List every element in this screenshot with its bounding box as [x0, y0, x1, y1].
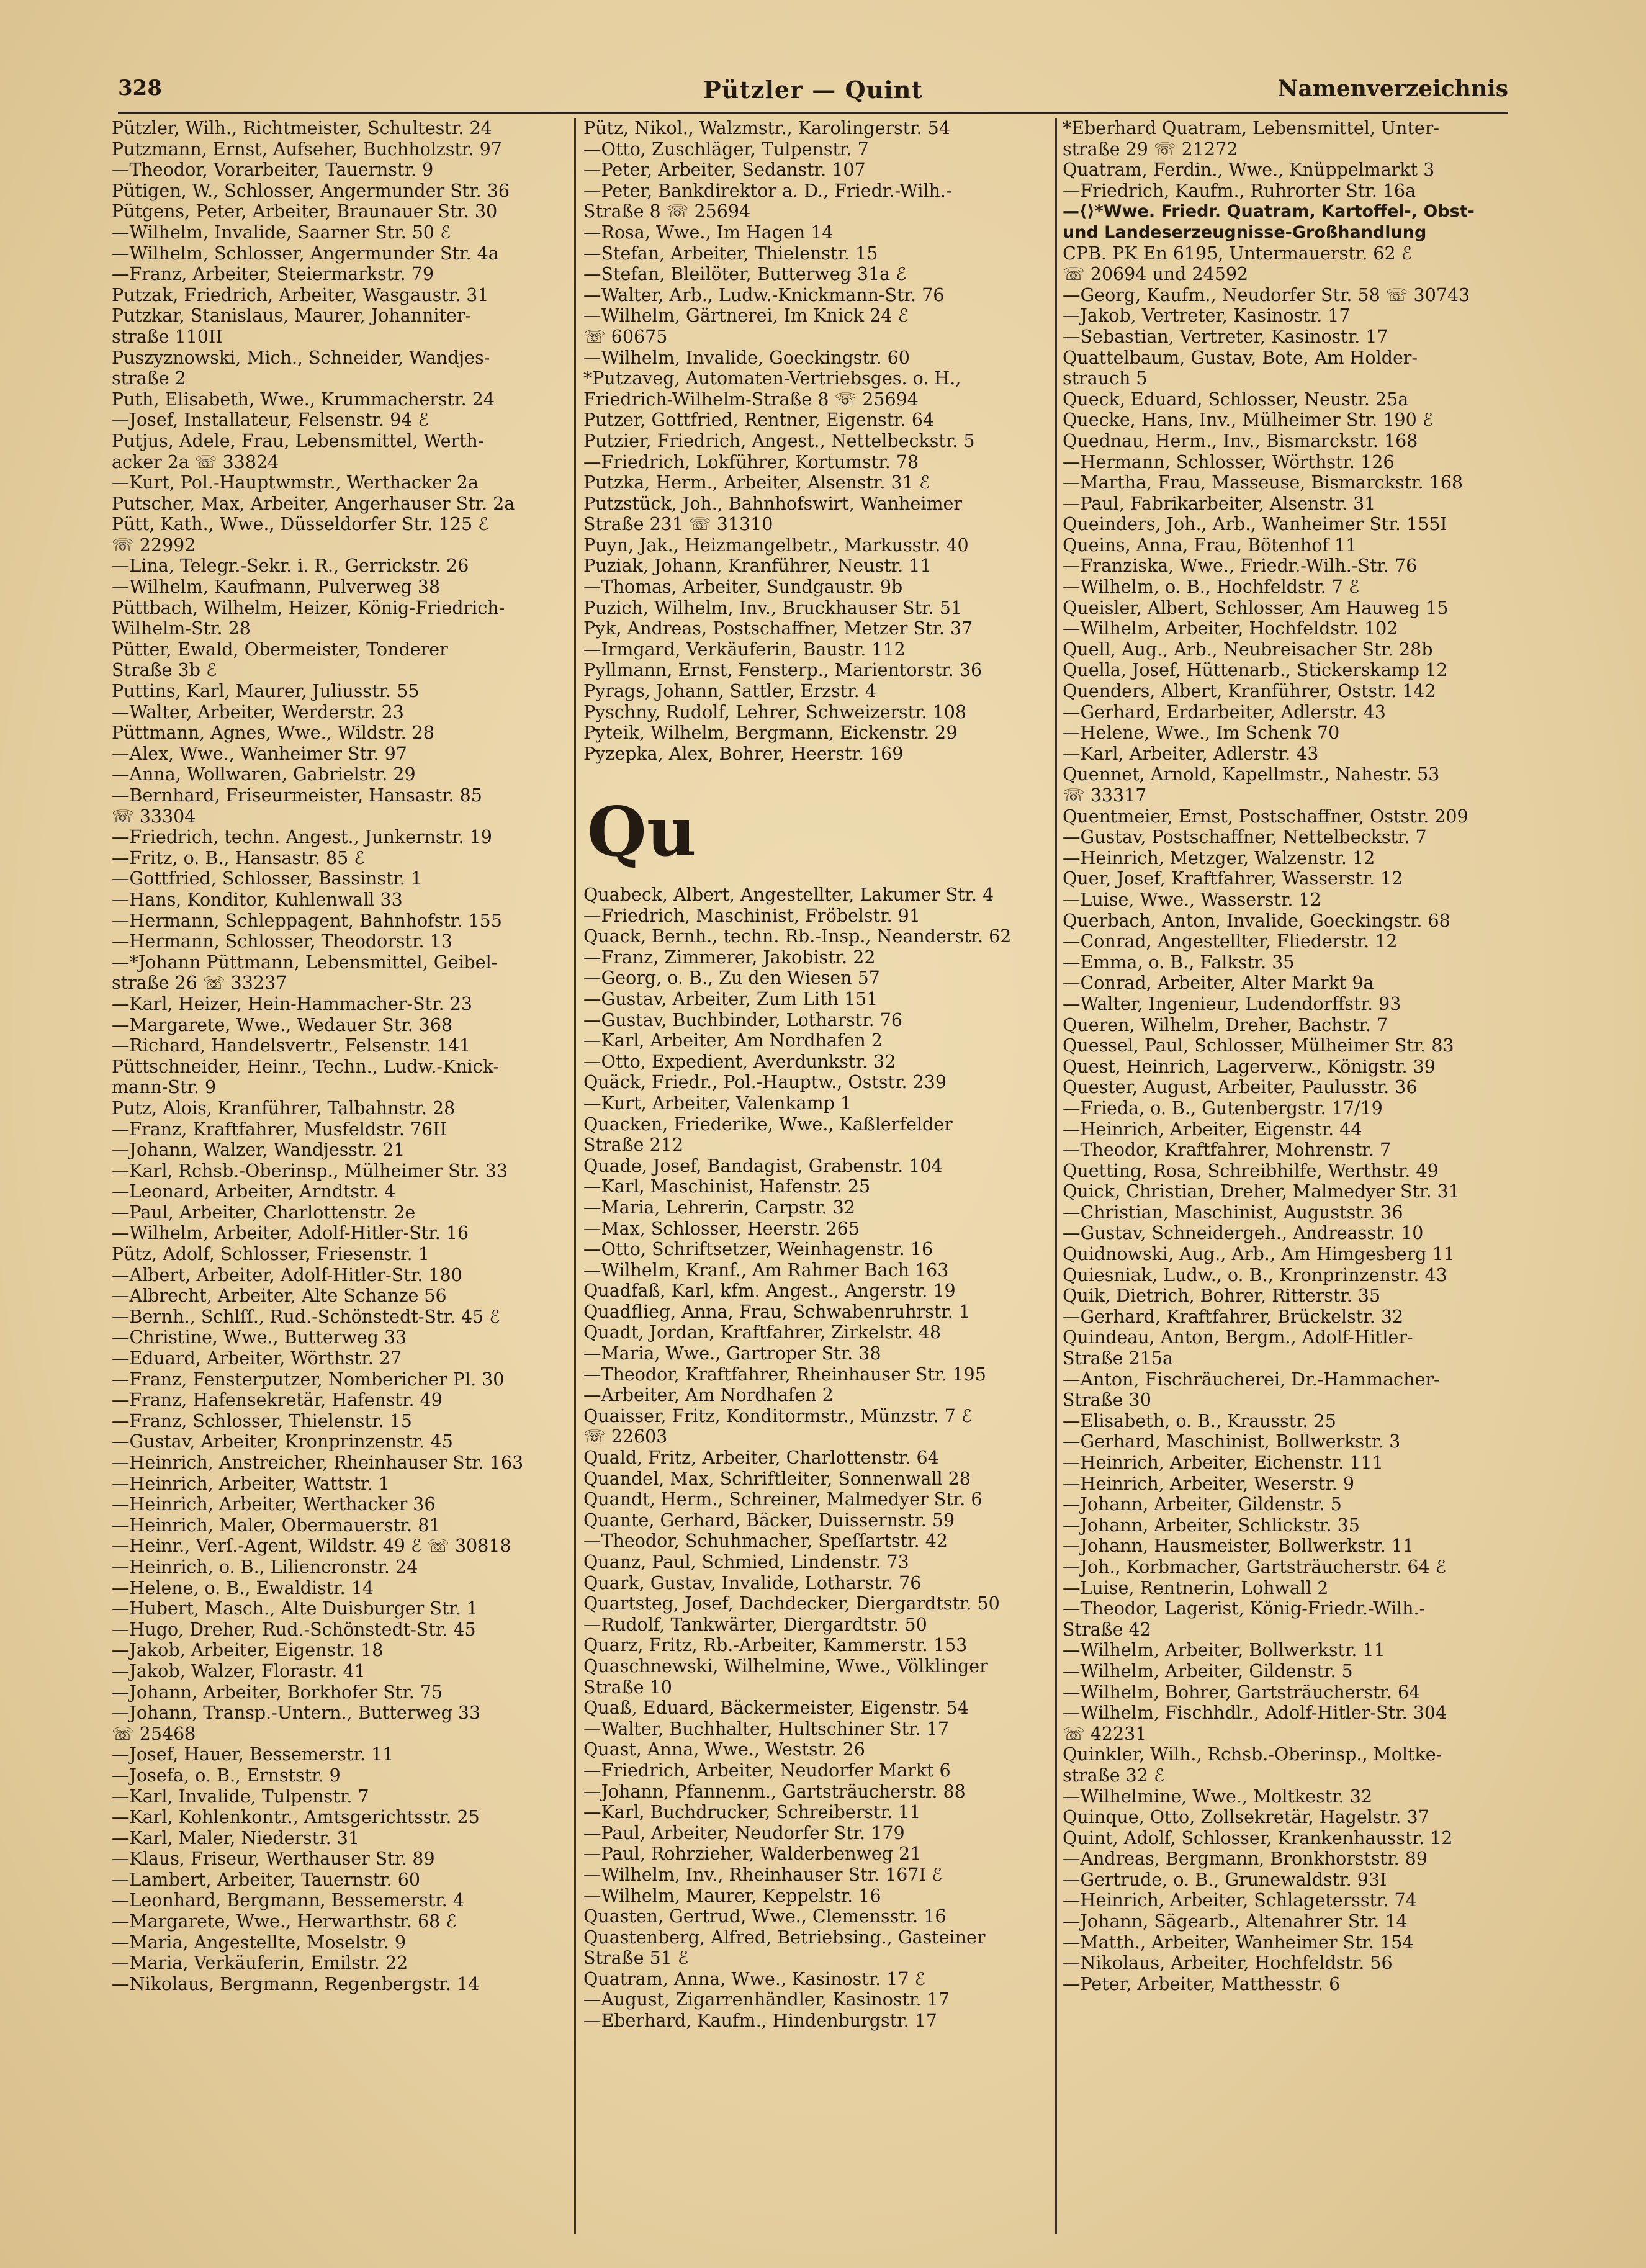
directory-entry: —Helene, o. B., Ewaldistr. 14 — [112, 1577, 374, 1598]
directory-entry: —Friedrich, Kaufm., Ruhrorter Str. 16a — [1063, 180, 1416, 201]
directory-entry: —Margarete, Wwe., Wedauer Str. 368 — [112, 1014, 453, 1035]
directory-entry: —Peter, Bankdirektor a. D., Friedr.-Wilh.- — [583, 180, 952, 201]
directory-entry: Quark, Gustav, Invalide, Lotharstr. 76 — [583, 1572, 922, 1593]
directory-entry: —Wilhelm, Maurer, Keppelstr. 16 — [583, 1885, 881, 1906]
directory-entry: —Luise, Wwe., Wasserstr. 12 — [1063, 889, 1321, 910]
directory-entry: —Maria, Angestellte, Moselstr. 9 — [112, 1932, 406, 1953]
directory-entry: —Gertrude, o. B., Grunewaldstr. 93I — [1063, 1869, 1387, 1890]
directory-entry: —Wilhelm, Kranf., Am Rahmer Bach 163 — [583, 1259, 949, 1280]
directory-entry: Straße 3b ℰ — [112, 660, 217, 681]
directory-entry: Puth, Elisabeth, Wwe., Krummacherstr. 24 — [112, 389, 495, 410]
directory-entry: Quest, Heinrich, Lagerverw., Königstr. 39 — [1063, 1056, 1436, 1077]
directory-entry: —Johann, Arbeiter, Borkhofer Str. 75 — [112, 1681, 443, 1703]
directory-entry: —Christian, Maschinist, Auguststr. 36 — [1063, 1202, 1403, 1223]
directory-entry: —Nikolaus, Bergmann, Regenbergstr. 14 — [112, 1973, 480, 1994]
directory-entry: Quattelbaum, Gustav, Bote, Am Holder- — [1063, 347, 1418, 368]
directory-entry: —Helene, Wwe., Im Schenk 70 — [1063, 722, 1340, 744]
directory-entry: Quatram, Anna, Wwe., Kasinostr. 17 ℰ — [583, 1968, 925, 1989]
directory-entry: —Friedrich, Lokführer, Kortumstr. 78 — [583, 451, 919, 472]
directory-entry: —Paul, Arbeiter, Neudorfer Str. 179 — [583, 1822, 905, 1843]
directory-entry: —Peter, Arbeiter, Sedanstr. 107 — [583, 160, 866, 181]
directory-entry: acker 2a ☏ 33824 — [112, 451, 279, 472]
directory-entry: —Wilhelm, Invalide, Saarner Str. 50 ℰ — [112, 222, 451, 243]
directory-entry: Quester, August, Arbeiter, Paulusstr. 36 — [1063, 1077, 1418, 1098]
directory-entry: —Matth., Arbeiter, Wanheimer Str. 154 — [1063, 1932, 1414, 1953]
directory-entry: Wilhelm-Str. 28 — [112, 618, 251, 639]
directory-entry: —Heinrich, Arbeiter, Eigenstr. 44 — [1063, 1118, 1362, 1140]
directory-entry: —Gustav, Arbeiter, Zum Lith 151 — [583, 988, 878, 1009]
directory-entry: Pyk, Andreas, Postschaffner, Metzer Str. 37 — [583, 618, 973, 639]
directory-entry: —Heinrich, Arbeiter, Eichenstr. 111 — [1063, 1452, 1383, 1473]
directory-entry: Straße 212 — [583, 1135, 683, 1156]
directory-entry: —Hermann, Schlosser, Theodorstr. 13 — [112, 931, 452, 952]
directory-entry: —Friedrich, Arbeiter, Neudorfer Markt 6 — [583, 1760, 951, 1781]
directory-entry: —Paul, Rohrzieher, Walderbenweg 21 — [583, 1843, 922, 1865]
directory-entry: Puyn, Jak., Heizmangelbetr., Markusstr. 40 — [583, 534, 969, 556]
directory-entry: Quell, Aug., Arb., Neubreisacher Str. 28b — [1063, 639, 1433, 660]
directory-entry: Püttmann, Agnes, Wwe., Wildstr. 28 — [112, 722, 435, 744]
directory-entry: —Otto, Zuschläger, Tulpenstr. 7 — [583, 138, 869, 160]
directory-entry: Putz, Alois, Kranführer, Talbahnstr. 28 — [112, 1097, 456, 1118]
directory-entry: Quenders, Albert, Kranführer, Oststr. 142 — [1063, 681, 1436, 702]
directory-entry: straße 32 ℰ — [1063, 1765, 1165, 1786]
directory-entry: —Stefan, Arbeiter, Thielenstr. 15 — [583, 243, 878, 264]
directory-entry: —Arbeiter, Am Nordhafen 2 — [583, 1385, 834, 1406]
directory-entry: Puttins, Karl, Maurer, Juliusstr. 55 — [112, 681, 420, 702]
directory-entry: Querbach, Anton, Invalide, Goeckingstr. 68 — [1063, 910, 1450, 931]
directory-entry: Quarz, Fritz, Rb.-Arbeiter, Kammerstr. 153 — [583, 1635, 968, 1656]
directory-entry: Queck, Eduard, Schlosser, Neustr. 25a — [1063, 389, 1409, 410]
directory-entry: Puzich, Wilhelm, Inv., Bruckhauser Str. 51 — [583, 597, 962, 618]
directory-entry: —Wilhelm, o. B., Hochfeldstr. 7 ℰ — [1063, 577, 1360, 598]
directory-entry: Quer, Josef, Kraftfahrer, Wasserstr. 12 — [1063, 868, 1403, 889]
directory-entry: —Karl, Kohlenkontr., Amtsgerichtsstr. 25 — [112, 1807, 480, 1828]
spacer — [583, 764, 1055, 785]
directory-entry: —Andreas, Bergmann, Bronkhorststr. 89 — [1063, 1848, 1428, 1870]
column-divider — [1055, 118, 1057, 2234]
directory-entry: Quack, Bernh., techn. Rb.-Insp., Neanderstr. 62 — [583, 926, 1012, 947]
directory-entry: —Heinr., Verſ.-Agent, Wildstr. 49 ℰ ☏ 30818 — [112, 1536, 511, 1557]
directory-entry: Quinkler, Wilh., Rchsb.-Oberinsp., Moltke- — [1063, 1744, 1442, 1765]
directory-entry: —Wilhelm, Schlosser, Angermunder Str. 4a — [112, 243, 499, 264]
directory-entry: —Franz, Fensterputzer, Nombericher Pl. 30 — [112, 1369, 505, 1390]
directory-entry: —Maria, Verkäuferin, Emilstr. 22 — [112, 1953, 408, 1974]
directory-entry: —Elisabeth, o. B., Krausstr. 25 — [1063, 1410, 1336, 1431]
directory-entry: Quennet, Arnold, Kapellmstr., Nahestr. 53 — [1063, 764, 1440, 785]
directory-entry: Quick, Christian, Dreher, Malmedyer Str. 31 — [1063, 1181, 1460, 1202]
directory-entry: —Rosa, Wwe., Im Hagen 14 — [583, 222, 834, 243]
directory-entry: —Josefa, o. B., Ernststr. 9 — [112, 1765, 341, 1786]
directory-entry: *Putzaveg, Automaten-Vertriebsges. o. H., — [583, 368, 961, 389]
directory-entry: —Karl, Heizer, Hein-Hammacher-Str. 23 — [112, 993, 472, 1014]
directory-entry: Straße 10 — [583, 1676, 672, 1698]
directory-entry: Quednau, Herm., Inv., Bismarckstr. 168 — [1063, 430, 1418, 451]
directory-entry: —Wilhelm, Gärtnerei, Im Knick 24 ℰ — [583, 305, 909, 326]
directory-entry: —Max, Schlosser, Heerstr. 265 — [583, 1218, 860, 1239]
directory-entry: —Theodor, Kraftfahrer, Mohrenstr. 7 — [1063, 1140, 1392, 1161]
directory-entry: Straße 231 ☏ 31310 — [583, 514, 773, 535]
directory-entry: Pyteik, Wilhelm, Bergmann, Eickenstr. 29 — [583, 722, 958, 744]
directory-entry: ☏ 22992 — [112, 534, 196, 556]
directory-entry: —Josef, Hauer, Bessemerstr. 11 — [112, 1744, 394, 1765]
directory-entry: —Theodor, Schuhmacher, Speſſartstr. 42 — [583, 1531, 948, 1552]
directory-entry: —Johann, Walzer, Wandjesstr. 21 — [112, 1140, 405, 1161]
directory-entry: Pütter, Ewald, Obermeister, Tonderer — [112, 639, 448, 660]
directory-entry: —Heinrich, Maler, Obermauerstr. 81 — [112, 1514, 441, 1536]
directory-entry: —Heinrich, Metzger, Walzenstr. 12 — [1063, 847, 1375, 868]
directory-entry: Queisler, Albert, Schlosser, Am Hauweg 15 — [1063, 597, 1449, 618]
directory-entry: Putzkar, Stanislaus, Maurer, Johanniter- — [112, 305, 472, 326]
directory-entry: Pütt, Kath., Wwe., Düsseldorfer Str. 125 ℰ — [112, 514, 489, 535]
directory-entry: Quessel, Paul, Schlosser, Mülheimer Str. 83 — [1063, 1035, 1454, 1056]
directory-entry: Quadfaß, Karl, kfm. Angest., Angerstr. 19 — [583, 1280, 956, 1302]
directory-entry: —Stefan, Bleilöter, Butterweg 31a ℰ — [583, 264, 907, 285]
directory-entry: —Karl, Arbeiter, Adlerstr. 43 — [1063, 743, 1319, 764]
directory-entry: Pütz, Nikol., Walzmstr., Karolingerstr. 54 — [583, 118, 950, 138]
directory-entry: —Wilhelm, Inv., Rheinhauser Str. 167I ℰ — [583, 1864, 943, 1885]
directory-entry: —Gustav, Schneidergeh., Andreasstr. 10 — [1063, 1223, 1424, 1244]
directory-entry: mann-Str. 9 — [112, 1077, 217, 1098]
directory-entry: —Johann, Transp.-Untern., Butterweg 33 — [112, 1703, 481, 1724]
directory-entry: Pütgens, Peter, Arbeiter, Braunauer Str. 30 — [112, 201, 498, 222]
directory-entry: —Kurt, Arbeiter, Valenkamp 1 — [583, 1092, 852, 1114]
directory-entry: Straße 8 ☏ 25694 — [583, 201, 751, 222]
directory-entry: Quäck, Friedr., Pol.-Hauptw., Oststr. 239 — [583, 1072, 947, 1093]
directory-entry: —Joh., Korbmacher, Gartsträucherstr. 64 ℰ — [1063, 1556, 1446, 1577]
directory-entry: —Heinrich, Arbeiter, Werthacker 36 — [112, 1494, 436, 1515]
directory-entry: Pyschny, Rudolf, Lehrer, Schweizerstr. 108 — [583, 701, 967, 722]
directory-entry: Straße 51 ℰ — [583, 1948, 689, 1969]
directory-entry: —Theodor, Lagerist, König-Friedr.-Wilh.- — [1063, 1598, 1426, 1619]
directory-entry: —Wilhelm, Kaufmann, Pulverweg 38 — [112, 577, 441, 598]
directory-entry: Quartsteg, Josef, Dachdecker, Diergardtstr. 50 — [583, 1593, 1000, 1614]
directory-entry: —Johann, Hausmeister, Bollwerkstr. 11 — [1063, 1536, 1414, 1557]
directory-entry: Quint, Adolf, Schlosser, Krankenhausstr. 12 — [1063, 1827, 1453, 1848]
directory-entry: straße 26 ☏ 33237 — [112, 973, 287, 994]
directory-entry: —Alex, Wwe., Wanheimer Str. 97 — [112, 743, 407, 764]
directory-entry: Quaisser, Fritz, Konditormstr., Münzstr. 7 ℰ — [583, 1405, 973, 1426]
directory-entry: —Johann, Arbeiter, Gildenstr. 5 — [1063, 1494, 1342, 1515]
directory-entry: strauch 5 — [1063, 368, 1148, 389]
directory-entry: —Wilhelm, Fischhdlr., Adolf-Hitler-Str. 304 — [1063, 1703, 1447, 1724]
directory-entry: Pütz, Adolf, Schlosser, Friesenstr. 1 — [112, 1244, 429, 1265]
directory-entry: Quanz, Paul, Schmied, Lindenstr. 73 — [583, 1552, 909, 1572]
directory-entry: Quella, Josef, Hüttenarb., Stickerskamp 12 — [1063, 660, 1448, 681]
directory-entry: —Karl, Maschinist, Hafenstr. 25 — [583, 1176, 871, 1197]
directory-entry: CPB. PK En 6195, Untermauerstr. 62 ℰ — [1063, 243, 1412, 264]
directory-entry: Putzstück, Joh., Bahnhofswirt, Wanheimer — [583, 493, 962, 514]
directory-entry: —Sebastian, Vertreter, Kasinostr. 17 — [1063, 326, 1388, 347]
directory-entry: —Conrad, Angestellter, Fliederstr. 12 — [1063, 931, 1398, 952]
directory-entry: Püttbach, Wilhelm, Heizer, König-Friedrich- — [112, 597, 505, 618]
directory-entry: —Maria, Wwe., Gartroper Str. 38 — [583, 1343, 881, 1364]
directory-entry: —Lina, Telegr.-Sekr. i. R., Gerrickstr. 26 — [112, 556, 469, 577]
directory-entry: Quade, Josef, Bandagist, Grabenstr. 104 — [583, 1155, 943, 1176]
directory-entry: —Wilhelm, Invalide, Goeckingstr. 60 — [583, 347, 910, 368]
directory-entry: —Eduard, Arbeiter, Wörthstr. 27 — [112, 1348, 402, 1369]
directory-entry: —Heinrich, o. B., Liliencronstr. 24 — [112, 1556, 418, 1577]
directory-entry: Queinders, Joh., Arb., Wanheimer Str. 155I — [1063, 514, 1447, 535]
directory-entry: —Heinrich, Arbeiter, Schlagetersstr. 74 — [1063, 1890, 1417, 1911]
directory-entry: Quandel, Max, Schriftleiter, Sonnenwall 28 — [583, 1468, 971, 1489]
directory-entry: Pütigen, W., Schlosser, Angermunder Str. 36 — [112, 180, 510, 201]
directory-entry: —Gerhard, Erdarbeiter, Adlerstr. 43 — [1063, 701, 1386, 722]
directory-entry: —Gustav, Arbeiter, Kronprinzenstr. 45 — [112, 1431, 453, 1452]
directory-entry: —Johann, Pfannenm., Gartsträucherstr. 88 — [583, 1781, 966, 1802]
directory-entry: —Otto, Expedient, Averdunkstr. 32 — [583, 1051, 896, 1072]
directory-entry: straße 29 ☏ 21272 — [1063, 138, 1238, 160]
directory-entry: —Franz, Kraftfahrer, Musfeldstr. 76II — [112, 1118, 447, 1140]
directory-entry: —Jakob, Vertreter, Kasinostr. 17 — [1063, 305, 1351, 326]
directory-entry: Straße 42 — [1063, 1619, 1151, 1640]
directory-entry: straße 2 — [112, 368, 186, 389]
directory-entry: —Paul, Fabrikarbeiter, Alsenstr. 31 — [1063, 493, 1376, 514]
section-title: Namenverzeichnis — [1277, 76, 1508, 102]
directory-entry: —Maria, Lehrerin, Carpstr. 32 — [583, 1197, 855, 1218]
directory-entry: —Wilhelmine, Wwe., Moltkestr. 32 — [1063, 1786, 1373, 1807]
directory-entry: —Bernh., Schlſſ., Rud.-Schönstedt-Str. 45 ℰ — [112, 1306, 500, 1327]
directory-entry: Quastenberg, Alfred, Betriebsing., Gasteiner — [583, 1927, 986, 1948]
directory-entry: Putjus, Adele, Frau, Lebensmittel, Werth- — [112, 430, 484, 451]
directory-entry: ☏ 25468 — [112, 1723, 196, 1744]
directory-entry: ☏ 33317 — [1063, 785, 1147, 806]
directory-entry: Quandt, Herm., Schreiner, Malmedyer Str. 6 — [583, 1489, 983, 1510]
directory-entry: —Anton, Fischräucherei, Dr.-Hammacher- — [1063, 1369, 1440, 1390]
directory-entry: Quecke, Hans, Inv., Mülheimer Str. 190 ℰ — [1063, 410, 1434, 431]
directory-entry: —Karl, Maler, Niederstr. 31 — [112, 1827, 360, 1848]
directory-entry: —Walter, Buchhalter, Hultschiner Str. 17 — [583, 1718, 949, 1739]
directory-entry: —Karl, Invalide, Tulpenstr. 7 — [112, 1786, 369, 1807]
directory-entry: —Hermann, Schlosser, Wörthstr. 126 — [1063, 451, 1395, 472]
directory-entry: —Christine, Wwe., Butterweg 33 — [112, 1327, 407, 1348]
directory-entry: —Gerhard, Maschinist, Bollwerkstr. 3 — [1063, 1431, 1401, 1452]
directory-entry: —August, Zigarrenhändler, Kasinostr. 17 — [583, 1989, 950, 2010]
directory-entry: —Leonard, Arbeiter, Arndtstr. 4 — [112, 1181, 396, 1202]
directory-entry: —Kurt, Pol.-Hauptwmstr., Werthacker 2a — [112, 472, 479, 493]
directory-entry: —Wilhelm, Arbeiter, Bollwerkstr. 11 — [1063, 1640, 1385, 1661]
directory-entry: —Hugo, Dreher, Rud.-Schönstedt-Str. 45 — [112, 1619, 476, 1640]
directory-entry: Putzak, Friedrich, Arbeiter, Wasgaustr. 31 — [112, 284, 489, 305]
directory-entry: —Franz, Schlosser, Thielenstr. 15 — [112, 1410, 412, 1431]
directory-entry: —Luise, Rentnerin, Lohwall 2 — [1063, 1577, 1329, 1598]
directory-entry: Quasten, Gertrud, Wwe., Clemensstr. 16 — [583, 1906, 947, 1927]
directory-entry: Pyrags, Johann, Sattler, Erzstr. 4 — [583, 681, 876, 702]
directory-entry: Putzier, Friedrich, Angest., Nettelbeckstr. 5 — [583, 430, 975, 451]
directory-entry: Straße 215a — [1063, 1348, 1173, 1369]
directory-entry: —Anna, Wollwaren, Gabrielstr. 29 — [112, 764, 416, 785]
directory-entry: —Hermann, Schleppagent, Bahnhofstr. 155 — [112, 910, 502, 931]
directory-entry: *Eberhard Quatram, Lebensmittel, Unter- — [1063, 118, 1439, 138]
directory-entry: Quacken, Friederike, Wwe., Kaßlerfelder — [583, 1114, 953, 1135]
directory-entry: ☏ 42231 — [1063, 1723, 1147, 1744]
page-number: 328 — [118, 76, 162, 101]
directory-entry: —Theodor, Vorarbeiter, Tauernstr. 9 — [112, 160, 434, 181]
directory-entry: —Frieda, o. B., Gutenbergstr. 17/19 — [1063, 1097, 1383, 1118]
directory-entry: Putzka, Herm., Arbeiter, Alsenstr. 31 ℰ — [583, 472, 930, 493]
directory-entry: ☏ 22603 — [583, 1426, 668, 1447]
directory-entry: ☏ 33304 — [112, 806, 196, 827]
directory-entry: —Fritz, o. B., Hansastr. 85 ℰ — [112, 847, 365, 868]
directory-entry: —Walter, Arbeiter, Werderstr. 23 — [112, 701, 404, 722]
directory-entry: —Rudolf, Tankwärter, Diergardtstr. 50 — [583, 1614, 927, 1635]
directory-entry: Quast, Anna, Wwe., Weststr. 26 — [583, 1739, 865, 1760]
directory-entry: —Heinrich, Arbeiter, Weserstr. 9 — [1063, 1473, 1354, 1494]
directory-entry: —Wilhelm, Arbeiter, Gildenstr. 5 — [1063, 1660, 1353, 1681]
directory-entry: Straße 30 — [1063, 1390, 1151, 1411]
directory-entry: Friedrich-Wilhelm-Straße 8 ☏ 25694 — [583, 389, 919, 410]
page-title: Pützler — Quint — [703, 76, 923, 104]
directory-entry: —Otto, Schriftsetzer, Weinhagenstr. 16 — [583, 1239, 933, 1260]
directory-entry: Putzer, Gottfried, Rentner, Eigenstr. 64 — [583, 410, 935, 431]
directory-entry: —Eberhard, Kaufm., Hindenburgstr. 17 — [583, 2010, 937, 2032]
directory-entry: —Theodor, Kraftfahrer, Rheinhauser Str. 195 — [583, 1364, 986, 1385]
directory-entry: —Friedrich, techn. Angest., Junkernstr. 19 — [112, 827, 492, 848]
directory-entry: —Gustav, Buchbinder, Lotharstr. 76 — [583, 1009, 903, 1030]
directory-entry: Pyzepka, Alex, Bohrer, Heerstr. 169 — [583, 743, 904, 764]
directory-entry: Quadflieg, Anna, Frau, Schwabenruhrstr. 1 — [583, 1301, 971, 1322]
directory-entry: —Johann, Arbeiter, Schlickstr. 35 — [1063, 1514, 1360, 1536]
directory-entry: —Leonhard, Bergmann, Bessemerstr. 4 — [112, 1890, 464, 1911]
directory-entry: —Hubert, Masch., Alte Duisburger Str. 1 — [112, 1598, 479, 1619]
directory-entry: Quetting, Rosa, Schreibhilfe, Werthstr. 49 — [1063, 1160, 1439, 1181]
directory-entry: —Bernhard, Friseurmeister, Hansastr. 85 — [112, 785, 482, 806]
directory-entry: —Walter, Arb., Ludw.-Knickmann-Str. 76 — [583, 284, 945, 305]
directory-entry: —Martha, Frau, Masseuse, Bismarckstr. 168 — [1063, 472, 1463, 493]
directory-entry: Quadt, Jordan, Kraftfahrer, Zirkelstr. 48 — [583, 1322, 942, 1343]
directory-entry: —Paul, Arbeiter, Charlottenstr. 2e — [112, 1202, 416, 1223]
directory-entry: —Nikolaus, Arbeiter, Hochfeldstr. 56 — [1063, 1953, 1393, 1974]
directory-entry: —Emma, o. B., Falkstr. 35 — [1063, 952, 1295, 973]
directory-entry: Putzmann, Ernst, Aufseher, Buchholzstr. 97 — [112, 138, 502, 160]
directory-entry: —Richard, Handelsvertr., Felsenstr. 141 — [112, 1035, 471, 1056]
directory-entry: Quinque, Otto, Zollsekretär, Hagelstr. 37 — [1063, 1807, 1429, 1828]
column-divider — [574, 118, 576, 2234]
directory-entry: —Heinrich, Anstreicher, Rheinhauser Str. 163 — [112, 1452, 524, 1473]
directory-entry: —Friedrich, Maschinist, Fröbelstr. 91 — [583, 905, 920, 926]
directory-entry: —Hans, Konditor, Kuhlenwall 33 — [112, 889, 403, 910]
directory-entry: Quindeau, Anton, Bergm., Adolf-Hitler- — [1063, 1327, 1413, 1348]
directory-entry: Quik, Dietrich, Bohrer, Ritterstr. 35 — [1063, 1285, 1381, 1307]
directory-entry: —Conrad, Arbeiter, Alter Markt 9a — [1063, 973, 1374, 994]
directory-entry: —*Johann Püttmann, Lebensmittel, Geibel- — [112, 952, 498, 973]
directory-entry: Quatram, Ferdin., Wwe., Knüppelmarkt 3 — [1063, 160, 1435, 181]
directory-entry: Püttschneider, Heinr., Techn., Ludw.-Knick- — [112, 1056, 500, 1077]
directory-entry: —Jakob, Walzer, Florastr. 41 — [112, 1660, 366, 1681]
directory-entry: —Karl, Arbeiter, Am Nordhafen 2 — [583, 1030, 883, 1051]
directory-entry: —Walter, Ingenieur, Ludendorffstr. 93 — [1063, 993, 1401, 1014]
directory-entry: Quaschnewski, Wilhelmine, Wwe., Völklinger — [583, 1655, 988, 1676]
directory-entry: —Josef, Installateur, Felsenstr. 94 ℰ — [112, 410, 429, 431]
directory-entry: —⟨⟩*Wwe. Friedr. Quatram, Kartoffel-, Obst- — [1063, 202, 1475, 222]
directory-entry: —Peter, Arbeiter, Matthesstr. 6 — [1063, 1973, 1341, 1994]
directory-entry: Pützler, Wilh., Richtmeister, Schultestr. 24 — [112, 118, 492, 138]
directory-entry: —Franz, Zimmerer, Jakobistr. 22 — [583, 947, 876, 968]
directory-entry: Puszyznowski, Mich., Schneider, Wandjes- — [112, 347, 490, 368]
directory-entry: —Karl, Rchsb.-Oberinsp., Mülheimer Str. 33 — [112, 1160, 508, 1181]
directory-entry: Quidnowski, Aug., Arb., Am Himgesberg 11 — [1063, 1244, 1455, 1265]
directory-column-1 — [112, 118, 568, 2241]
directory-entry: Quante, Gerhard, Bäcker, Duissernstr. 59 — [583, 1510, 955, 1531]
directory-entry: und Landeserzeugnisse-Großhandlung — [1063, 222, 1427, 242]
directory-entry: —Gustav, Postschaffner, Nettelbeckstr. 7 — [1063, 827, 1427, 848]
directory-entry: —Johann, Sägearb., Altenahrer Str. 14 — [1063, 1911, 1408, 1932]
directory-entry: —Franz, Hafensekretär, Hafenstr. 49 — [112, 1390, 443, 1411]
directory-entry: ☏ 60675 — [583, 326, 668, 347]
directory-entry: Quaß, Eduard, Bäckermeister, Eigenstr. 54 — [583, 1698, 969, 1719]
directory-entry: —Gottfried, Schlosser, Bassinstr. 1 — [112, 868, 423, 889]
directory-entry: —Albrecht, Arbeiter, Alte Schanze 56 — [112, 1285, 447, 1307]
directory-entry: —Gerhard, Kraftfahrer, Brückelstr. 32 — [1063, 1306, 1404, 1327]
directory-entry: —Klaus, Friseur, Werthauser Str. 89 — [112, 1848, 435, 1870]
directory-entry: —Wilhelm, Bohrer, Gartsträucherstr. 64 — [1063, 1681, 1421, 1703]
directory-entry: Puziak, Johann, Kranführer, Neustr. 11 — [583, 556, 932, 577]
directory-entry: Quald, Fritz, Arbeiter, Charlottenstr. 64 — [583, 1447, 939, 1469]
section-letter-heading: Qu — [587, 791, 696, 871]
directory-entry: —Albert, Arbeiter, Adolf-Hitler-Str. 180 — [112, 1264, 462, 1285]
directory-entry: ☏ 20694 und 24592 — [1063, 264, 1249, 285]
directory-column-2 — [583, 118, 1055, 2241]
directory-entry: —Franziska, Wwe., Friedr.-Wilh.-Str. 76 — [1063, 556, 1418, 577]
directory-entry: Queren, Wilhelm, Dreher, Bachstr. 7 — [1063, 1014, 1388, 1035]
page-header — [118, 67, 1508, 114]
directory-column-3 — [1063, 118, 1538, 2241]
directory-entry: —Heinrich, Arbeiter, Wattstr. 1 — [112, 1473, 390, 1494]
directory-entry: Quentmeier, Ernst, Postschaffner, Oststr. 209 — [1063, 806, 1468, 827]
directory-entry: —Irmgard, Verkäuferin, Baustr. 112 — [583, 639, 906, 660]
directory-entry: —Wilhelm, Arbeiter, Adolf-Hitler-Str. 16 — [112, 1223, 469, 1244]
directory-entry: —Karl, Buchdrucker, Schreiberstr. 11 — [583, 1802, 921, 1823]
directory-entry: —Lambert, Arbeiter, Tauernstr. 60 — [112, 1869, 421, 1890]
directory-entry: —Franz, Arbeiter, Steiermarkstr. 79 — [112, 264, 434, 285]
directory-entry: —Thomas, Arbeiter, Sundgaustr. 9b — [583, 577, 903, 598]
directory-entry: —Jakob, Arbeiter, Eigenstr. 18 — [112, 1640, 384, 1661]
directory-entry: —Wilhelm, Arbeiter, Hochfeldstr. 102 — [1063, 618, 1398, 639]
directory-entry: Quabeck, Albert, Angestellter, Lakumer Str. 4 — [583, 884, 994, 905]
directory-entry: Putscher, Max, Arbeiter, Angerhauser Str. 2a — [112, 493, 515, 514]
directory-entry: —Margarete, Wwe., Herwarthstr. 68 ℰ — [112, 1911, 457, 1932]
directory-entry: straße 110II — [112, 326, 223, 347]
directory-entry: Pyllmann, Ernst, Fensterp., Marientorstr. 36 — [583, 660, 983, 681]
directory-entry: —Georg, Kaufm., Neudorfer Str. 58 ☏ 30743 — [1063, 284, 1470, 305]
directory-entry: Quiesniak, Ludw., o. B., Kronprinzenstr. 43 — [1063, 1264, 1447, 1285]
directory-entry: Queins, Anna, Frau, Bötenhof 11 — [1063, 534, 1357, 556]
directory-entry: —Georg, o. B., Zu den Wiesen 57 — [583, 968, 880, 989]
